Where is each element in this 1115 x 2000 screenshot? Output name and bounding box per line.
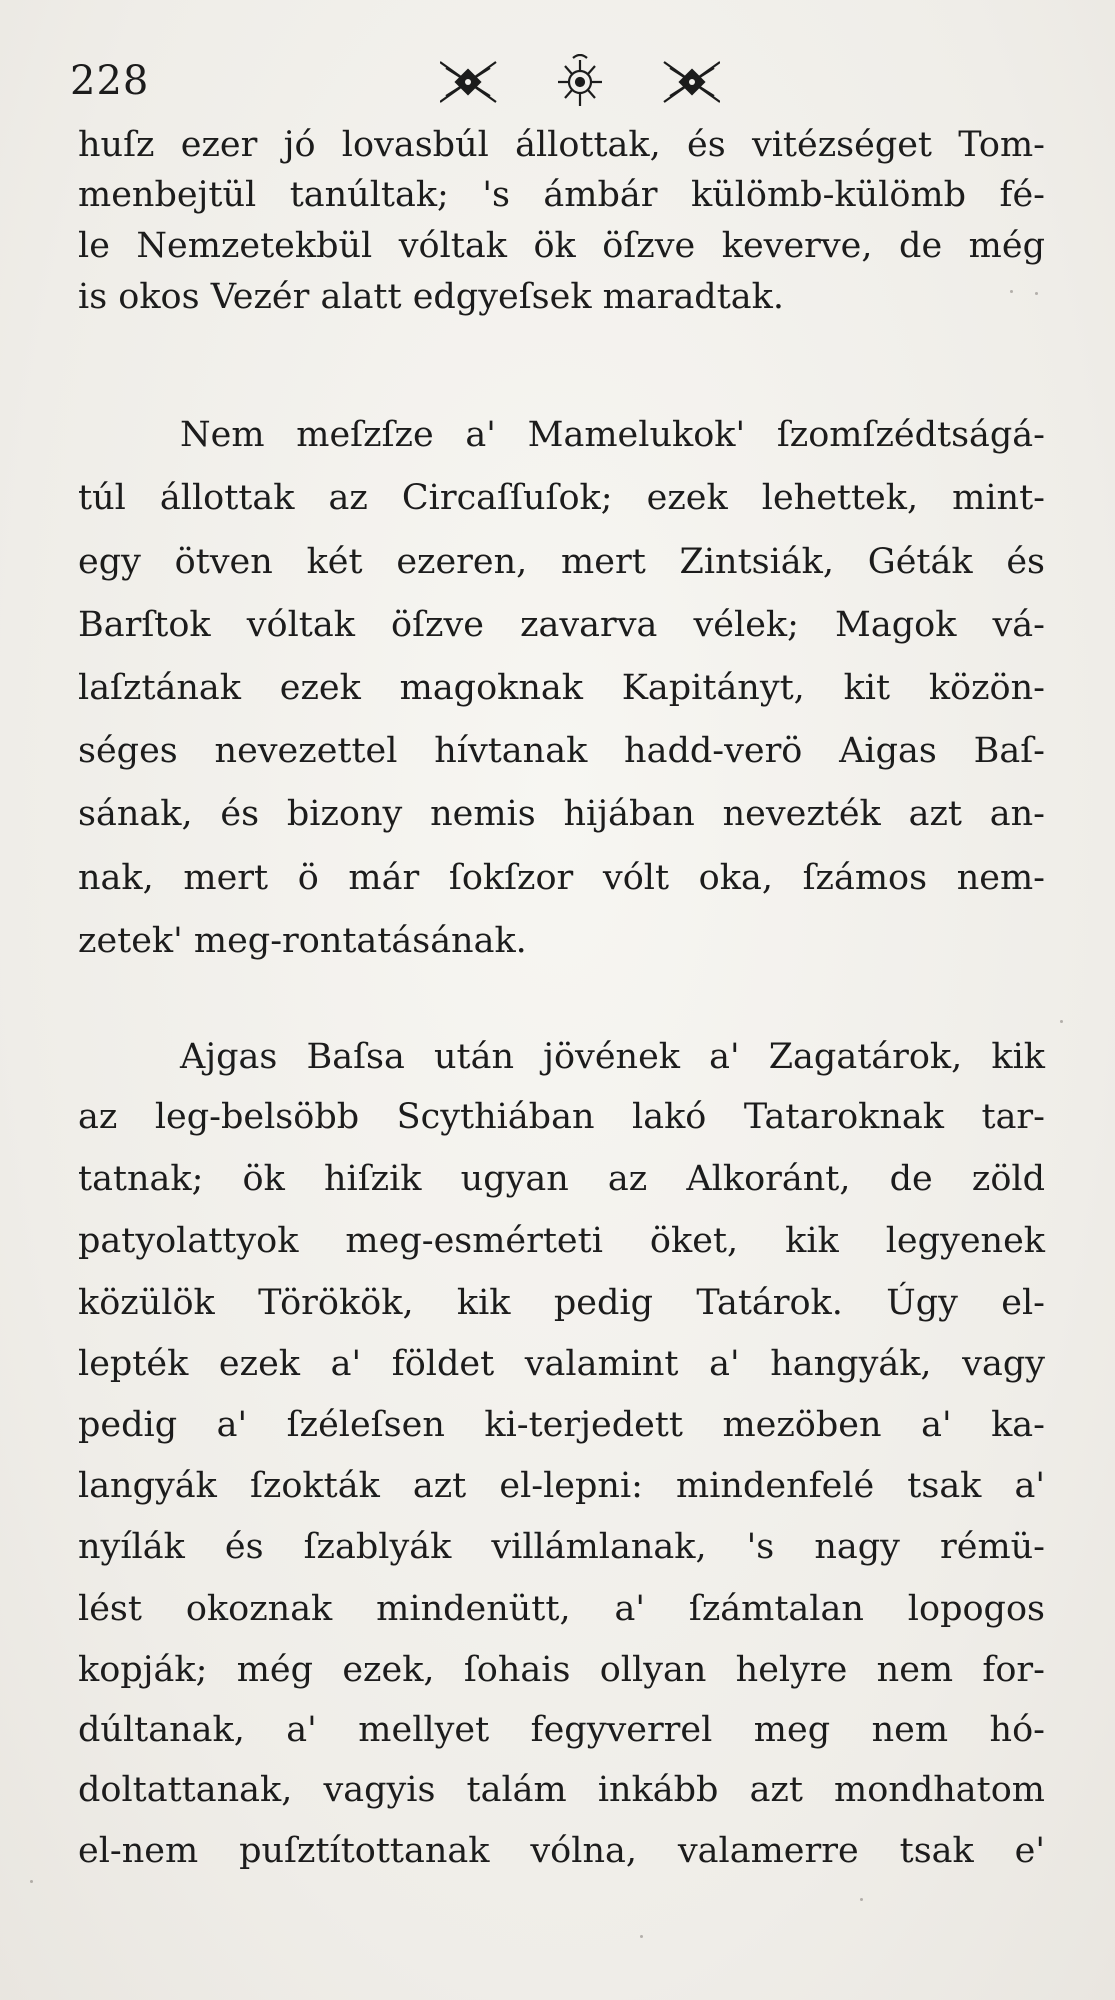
- paper-speck: [1035, 292, 1038, 295]
- paper-speck: [1060, 1020, 1063, 1023]
- text-line: túl állottak az Circaſſuſok; ezek lehettek, mint-: [78, 478, 1045, 518]
- text-line: doltattanak, vagyis talám inkább azt mondhatom: [78, 1770, 1045, 1810]
- page-number: 228: [70, 58, 150, 104]
- text-line: séges nevezettel hívtanak hadd-verö Aigas Baſ-: [78, 731, 1045, 771]
- paper-speck: [30, 1880, 33, 1883]
- text-line: Nem meſzſze a' Mamelukok' ſzomſzédtságá-: [180, 415, 1045, 455]
- text-line: egy ötven két ezeren, mert Zintsiák, Géták és: [78, 542, 1045, 582]
- text-line: huſz ezer jó lovasbúl állottak, és vitézséget Tom-: [78, 125, 1045, 165]
- text-line: patyolattyok meg-esmérteti öket, kik legyenek: [78, 1221, 1045, 1261]
- text-line: le Nemzetekbül vóltak ök öſzve keverve, de még: [78, 226, 1045, 266]
- page-header: [0, 48, 1115, 118]
- paper-speck: [860, 1898, 863, 1901]
- text-line: Barſtok vóltak öſzve zavarva vélek; Magok vá-: [78, 605, 1045, 645]
- text-line: langyák ſzokták azt el-lepni: mindenfelé tsak a': [78, 1466, 1045, 1506]
- text-line: laſztának ezek magoknak Kapitányt, kit közön-: [78, 668, 1045, 708]
- text-line: tatnak; ök hiſzik ugyan az Alkoránt, de zöld: [78, 1159, 1045, 1199]
- text-line: Ajgas Baſsa után jövének a' Zagatárok, kik: [180, 1037, 1045, 1077]
- paper-speck: [640, 1935, 643, 1938]
- text-line: zetek' meg-rontatásának.: [78, 921, 527, 961]
- text-line: el-nem puſztítottanak vólna, valamerre tsak e': [78, 1831, 1045, 1871]
- text-line: az leg-belsöbb Scythiában lakó Tataroknak tar-: [78, 1097, 1045, 1137]
- text-line: dúltanak, a' mellyet fegyverrel meg nem hó-: [78, 1710, 1045, 1750]
- text-line: lepték ezek a' földet valamint a' hangyák, vagy: [78, 1344, 1045, 1384]
- text-line: sának, és bizony nemis hijában nevezték azt an-: [78, 794, 1045, 834]
- text-line: menbejtül tanúltak; 's ámbár külömb-külömb fé-: [78, 175, 1045, 215]
- text-line: nyílák és ſzablyák villámlanak, 's nagy rémü-: [78, 1527, 1045, 1567]
- text-line: kopják; még ezek, ſohais ollyan helyre nem for-: [78, 1650, 1045, 1690]
- text-line: közülök Törökök, kik pedig Tatárok. Úgy el-: [78, 1283, 1045, 1323]
- diamond-flower-ornament-icon: [440, 54, 720, 110]
- paper-speck: [1010, 290, 1013, 293]
- text-line: lést okoznak mindenütt, a' ſzámtalan lopogos: [78, 1589, 1045, 1629]
- text-line: pedig a' ſzéleſsen ki-terjedett mezöben a' ka-: [78, 1405, 1045, 1445]
- text-line: nak, mert ö már ſokſzor vólt oka, ſzámos nem-: [78, 858, 1045, 898]
- text-line: is okos Vezér alatt edgyeſsek maradtak.: [78, 277, 784, 317]
